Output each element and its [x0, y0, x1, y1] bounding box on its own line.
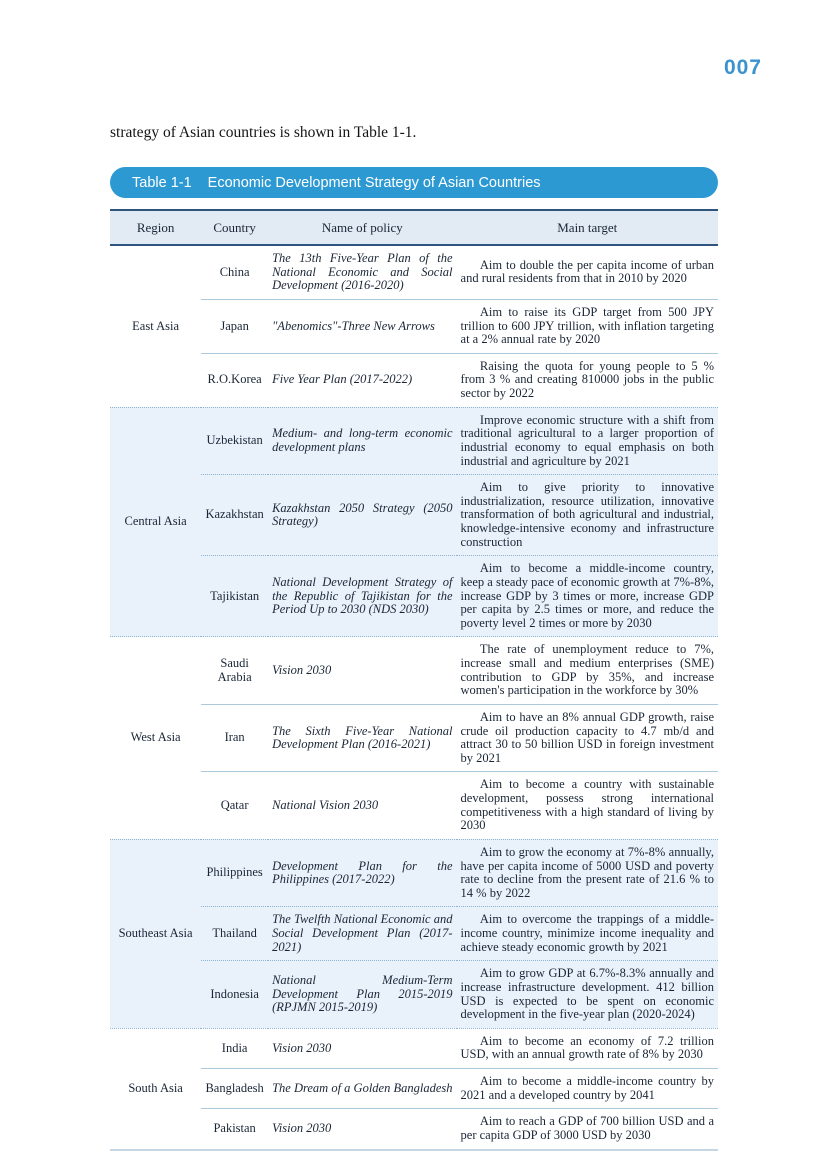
- country-cell: India: [201, 1028, 268, 1068]
- region-cell: Central Asia: [110, 407, 201, 637]
- column-header-region: Region: [110, 210, 201, 245]
- target-cell: Aim to raise its GDP target from 500 JPY trillion to 600 JPY trillion, with inflation targeting at a 2% annual rate by 2020: [457, 299, 718, 353]
- table-row: [110, 1069, 718, 1109]
- policy-cell: The Twelfth National Economic and Social Development Plan (2017-2021): [268, 907, 456, 961]
- table-title-text: Economic Development Strategy of Asian Countries: [207, 174, 541, 191]
- table-row: [110, 961, 718, 1029]
- column-header-policy: Name of policy: [268, 210, 456, 245]
- policy-cell: The Dream of a Golden Bangladesh: [268, 1069, 456, 1109]
- target-cell: Aim to double the per capita income of urban and rural residents from that in 2010 by 2020: [460, 257, 714, 286]
- table-title-label: Table 1-1: [132, 174, 192, 191]
- country-cell: Uzbekistan: [201, 407, 268, 475]
- column-header-country: Country: [201, 210, 268, 245]
- policy-cell: The Sixth Five-Year National Development Plan (2016-2021): [268, 704, 456, 772]
- country-cell: Tajikistan: [201, 556, 268, 637]
- table-row: [110, 704, 718, 772]
- target-cell: Aim to grow GDP at 6.7%-8.3% annually and increase infrastructure development. 412 billion USD is expected to be spent on economic development in the five-year plan (2020-2024): [457, 961, 718, 1029]
- region-cell: South Asia: [110, 1028, 201, 1149]
- region-cell: Southeast Asia: [110, 839, 201, 1028]
- country-cell: Indonesia: [201, 961, 268, 1029]
- policy-cell: National Vision 2030: [268, 772, 456, 840]
- table-row: [110, 299, 718, 353]
- country-cell: China: [219, 264, 250, 279]
- table-row: [110, 556, 718, 637]
- policy-cell: National Medium-Term Development Plan 2015-2019 (RPJMN 2015-2019): [268, 961, 456, 1029]
- table-row: [110, 245, 718, 299]
- country-cell: Qatar: [201, 772, 268, 840]
- econ-table-body: [110, 245, 718, 1150]
- target-cell: The rate of unemployment reduce to 7%, increase small and medium enterprises (SME) contribution to GDP by 35%, and increase women's participation in the workforce by 30%: [457, 637, 718, 705]
- column-header-target: Main target: [457, 210, 718, 245]
- table-row: [110, 407, 718, 475]
- table-row: [110, 772, 718, 840]
- table-section: [110, 167, 718, 1151]
- policy-cell: Five Year Plan (2017-2022): [268, 353, 456, 407]
- country-cell: Bangladesh: [201, 1069, 268, 1109]
- table-row: [110, 353, 718, 407]
- target-cell: Aim to become an economy of 7.2 trillion USD, with an annual growth rate of 8% by 2030: [457, 1028, 718, 1068]
- target-cell: Aim to overcome the trappings of a middle-income country, minimize income inequality and achieve steady economic growth by 2021: [457, 907, 718, 961]
- policy-cell: "Abenomics"-Three New Arrows: [268, 299, 456, 353]
- country-cell: Pakistan: [201, 1109, 268, 1150]
- target-cell: Aim to become a middle-income country by 2021 and a developed country by 2041: [457, 1069, 718, 1109]
- policy-cell: Vision 2030: [268, 1028, 456, 1068]
- country-cell: Saudi Arabia: [201, 637, 268, 705]
- policy-cell: Medium- and long-term economic development plans: [268, 407, 456, 475]
- target-cell: Aim to reach a GDP of 700 billion USD and a per capita GDP of 3000 USD by 2030: [457, 1109, 718, 1150]
- policy-cell: The 13th Five-Year Plan of the National Economic and Social Development (2016-2020): [272, 251, 453, 293]
- table-title-bar: [110, 167, 718, 198]
- target-cell: Raising the quota for young people to 5 % from 3 % and creating 810000 jobs in the public sector by 2022: [457, 353, 718, 407]
- page-number: 007: [723, 56, 762, 79]
- policy-cell: Vision 2030: [268, 637, 456, 705]
- table-row: [110, 475, 718, 556]
- target-cell: Aim to become a country with sustainable development, possess strong international competitiveness with a high standard of living by 2030: [457, 772, 718, 840]
- economic-strategy-table: [110, 209, 718, 1151]
- region-cell: West Asia: [110, 637, 201, 840]
- country-cell: Iran: [201, 704, 268, 772]
- table-row: [110, 839, 718, 907]
- policy-cell: Kazakhstan 2050 Strategy (2050 Strategy): [268, 475, 456, 556]
- table-row: [110, 1028, 718, 1068]
- table-row: [110, 1109, 718, 1150]
- policy-cell: National Development Strategy of the Republic of Tajikistan for the Period Up to 2030 (NDS 2030): [268, 556, 456, 637]
- country-cell: Japan: [201, 299, 268, 353]
- target-cell: Aim to grow the economy at 7%-8% annually, have per capita income of 5000 USD and poverty rate to decline from the present rate of 21.6 % to 14 % by 2022: [457, 839, 718, 907]
- target-cell: Improve economic structure with a shift from traditional agricultural to a larger proportion of industrial economy to equal emphasis on both industrial and agriculture by 2021: [457, 407, 718, 475]
- table-header: [110, 210, 718, 245]
- country-cell: R.O.Korea: [201, 353, 268, 407]
- header-row: [110, 210, 718, 245]
- intro-text: strategy of Asian countries is shown in Table 1-1.: [110, 124, 417, 141]
- target-cell: Aim to have an 8% annual GDP growth, raise crude oil production capacity to 4.7 mb/d and attract 30 to 50 billion USD in foreign investment by 2021: [457, 704, 718, 772]
- policy-cell: Development Plan for the Philippines (2017-2022): [268, 839, 456, 907]
- country-cell: Kazakhstan: [201, 475, 268, 556]
- target-cell: Aim to give priority to innovative industrialization, resource utilization, innovative transformation of both agricultural and industrial, knowledge-intensive economy and infrastructure construction: [457, 475, 718, 556]
- policy-cell: Vision 2030: [268, 1109, 456, 1150]
- country-cell: Thailand: [201, 907, 268, 961]
- country-cell: Philippines: [201, 839, 268, 907]
- table-row: [110, 907, 718, 961]
- region-cell: East Asia: [132, 318, 180, 333]
- table-row: [110, 637, 718, 705]
- target-cell: Aim to become a middle-income country, keep a steady pace of economic growth at 7%-8%, increase GDP by 3 times or more, increase GDP per capita by 2.5 times or more, and reduce the poverty level 2 times or more by 2030: [457, 556, 718, 637]
